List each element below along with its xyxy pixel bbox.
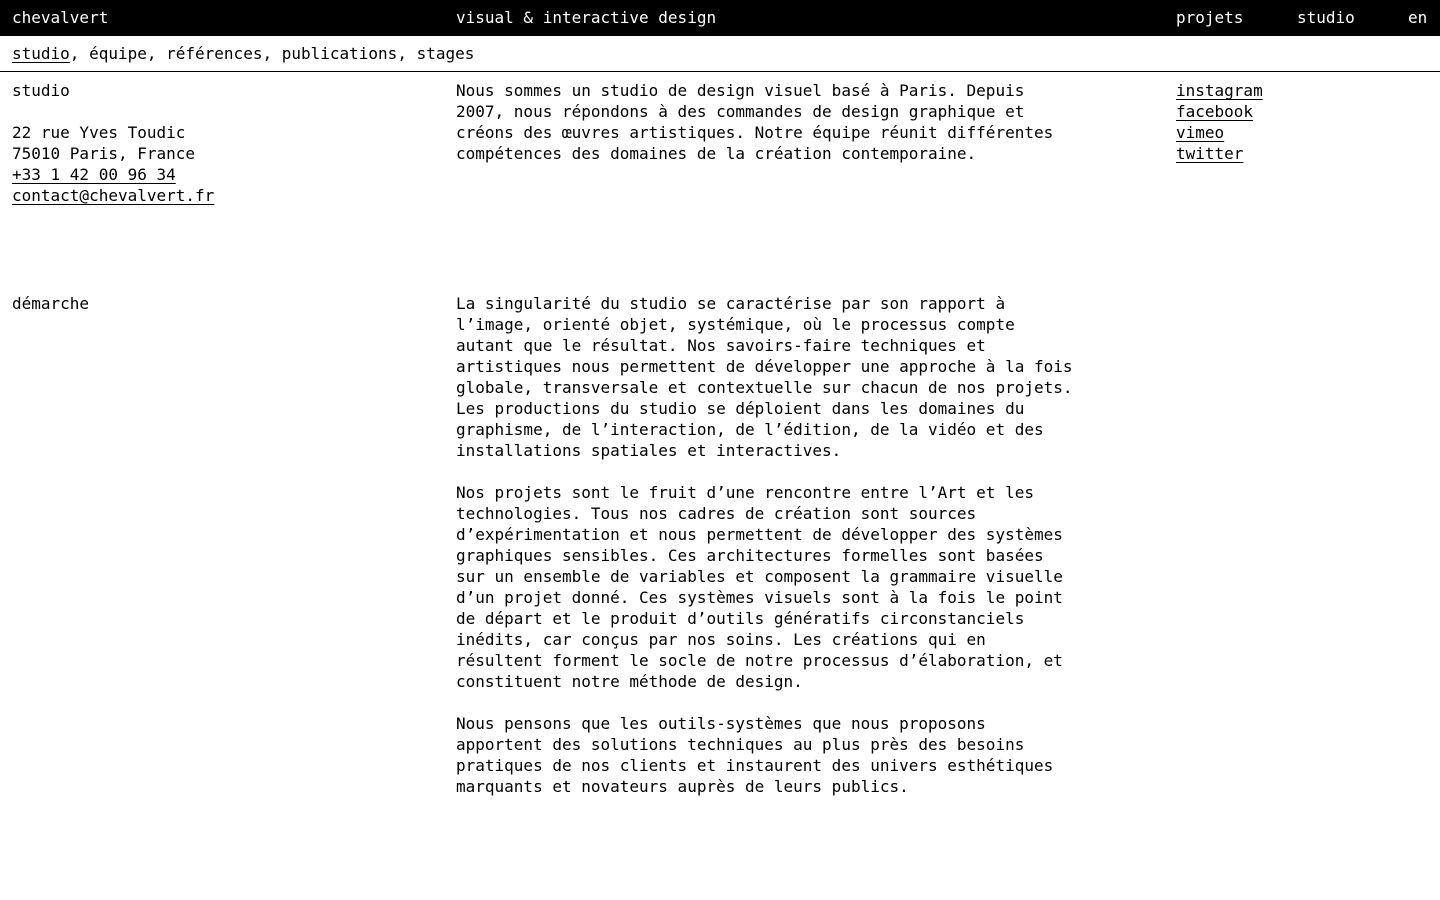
section-heading-studio: studio — [12, 81, 70, 100]
subnav-item-publications[interactable]: publications — [281, 44, 398, 63]
phone-link[interactable]: +33 1 42 00 96 34 — [12, 165, 176, 184]
social-links — [1176, 80, 1426, 164]
demarche-paragraph-1: La singularité du studio se caractérise par son rapport à l’image, orienté objet, systémique, où le processus compte autant que le résultat. Nos savoirs-faire techniques et artistiques nous permettent de développer une approche à la fois globale, transversale et contextuelle sur chacun de nos projets. Les productions du studio se déploient dans les domaines du graphisme, de l’interaction, de l’édition, de la vidéo et des installations spatiales et interactives. — [456, 294, 1073, 460]
address-line-2: 75010 Paris, France — [12, 144, 196, 163]
studio-intro — [456, 80, 1081, 164]
demarche-paragraph-2: Nos projets sont le fruit d’une rencontre entre l’Art et les technologies. Tous nos cadres de création sont sources d’expérimentation et nous permettent de développer des systèmes graphiques sensibles. Ces architectures formelles sont basées sur un ensemble de variables et composent la grammaire visuelle d’un projet donné. Ces systèmes visuels sont à la fois le point de départ et le produit d’outils génératifs circonstanciels inédits, car conçus par nos soins. Les créations qui en résultent forment le socle de notre processus d’élaboration, et constituent notre méthode de design. — [456, 483, 1063, 691]
subnav-separator: , — [262, 44, 282, 63]
language-switch[interactable]: en — [1408, 8, 1428, 27]
intro-paragraph: Nous sommes un studio de design visuel basé à Paris. Depuis 2007, nous répondons à des commandes de design graphique et créons des œuvres artistiques. Notre équipe réunit différentes compétences des domaines de la création contemporaine. — [456, 81, 1054, 163]
subnav-item-equipe[interactable]: équipe — [89, 44, 147, 63]
subnav-items — [12, 44, 474, 64]
demarche-heading-wrap — [12, 293, 432, 314]
top-bar — [0, 0, 1440, 36]
facebook-link[interactable]: facebook — [1176, 102, 1254, 121]
subnav-separator: , — [146, 44, 167, 63]
demarche-text — [456, 293, 1081, 797]
instagram-link[interactable]: instagram — [1176, 81, 1263, 100]
email-link[interactable]: contact@chevalvert.fr — [12, 186, 215, 205]
section-heading-demarche: démarche — [12, 294, 90, 313]
vimeo-link[interactable]: vimeo — [1176, 123, 1225, 142]
subnav-item-references[interactable]: références — [166, 44, 263, 63]
demarche-paragraph-3: Nous pensons que les outils-systèmes que nous proposons apportent des solutions techniques au plus près des besoins pratiques de nos clients et instaurent des univers esthétiques marquants et novateurs auprès de leurs publics. — [456, 714, 1054, 796]
studio-contact — [12, 80, 432, 206]
sub-navigation — [0, 36, 1440, 72]
tagline: visual & interactive design — [456, 8, 717, 27]
nav-studio[interactable]: studio — [1297, 8, 1355, 27]
nav-projets[interactable]: projets — [1176, 8, 1244, 27]
subnav-separator: , — [397, 44, 417, 63]
subnav-item-studio[interactable]: studio — [12, 44, 70, 63]
brand-logo[interactable]: chevalvert — [12, 8, 109, 27]
subnav-item-stages[interactable]: stages — [416, 44, 475, 63]
subnav-separator: , — [69, 44, 90, 63]
address-line-1: 22 rue Yves Toudic — [12, 123, 186, 142]
twitter-link[interactable]: twitter — [1176, 144, 1244, 163]
